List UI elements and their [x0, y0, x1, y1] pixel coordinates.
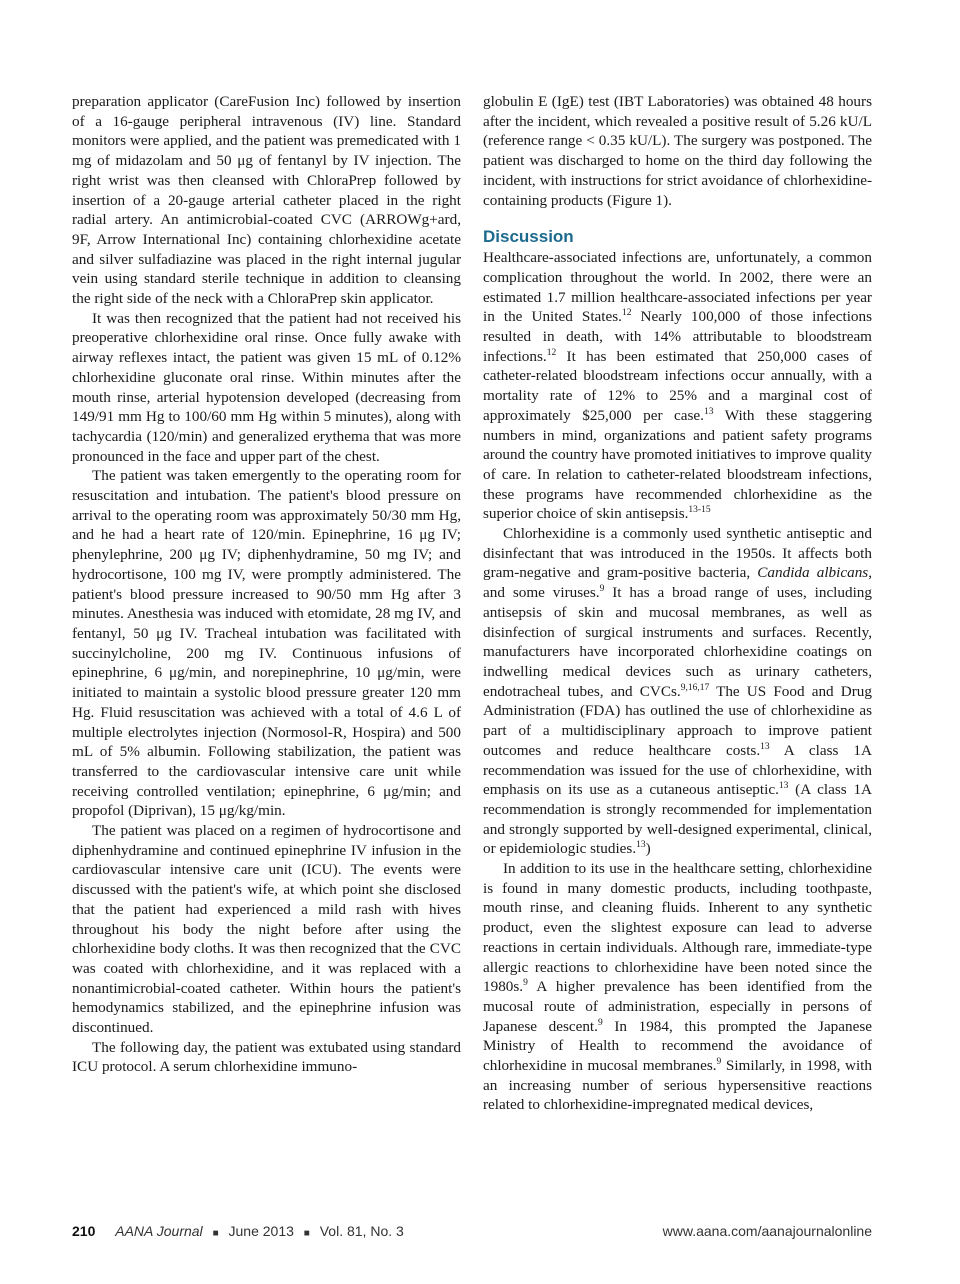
issue-date: June 2013	[228, 1223, 294, 1239]
citation: 13	[636, 840, 646, 851]
paragraph-continued: preparation applicator (CareFusion Inc) followed by insertion of a 16-gauge peripheral intravenous (IV) line. Standard monitors were applied, and the patient was premedicated with 1 mg of midazolam and 50 μg of fentanyl by IV injection. The right wrist was then cleansed with ChloraPrep followed by insertion of a 20-gauge arterial catheter placed in the right radial artery. An antimicrobial-coated CVC (ARROWg+ard, 9F, Arrow International Inc) containing chlorhexidine acetate and silver sulfadiazine was placed in the right internal jugular vein using standard sterile technique in addition to cleansing the right side of the neck with a ChloraPrep skin applicator.	[72, 93, 461, 308]
species-name: Candida albicans	[757, 564, 869, 582]
citation: 9	[599, 584, 605, 595]
journal-url[interactable]: www.aana.com/aanajournalonline	[662, 1223, 872, 1239]
right-column	[483, 92, 872, 1115]
citation: 9	[716, 1057, 722, 1068]
paragraph-ige-test: globulin E (IgE) test (IBT Laboratories) was obtained 48 hours after the incident, which revealed a positive result of 5.26 kU/L (reference range < 0.35 kU/L). The surgery was postponed. The patient was discharged to home on the third day following the incident, with instructions for strict avoidance of chlorhexidine-containing products (Figure 1).	[483, 93, 872, 209]
citation: 13-15	[688, 505, 711, 516]
journal-name: AANA Journal	[115, 1223, 203, 1239]
citation: 13	[760, 741, 770, 752]
page-footer	[72, 1223, 872, 1239]
citation: 13	[703, 406, 714, 417]
separator-square: ■	[212, 1228, 219, 1239]
citation: 9	[523, 978, 528, 989]
citation: 9	[597, 1017, 603, 1028]
page-number: 210	[72, 1223, 96, 1239]
citation: 13	[778, 781, 789, 792]
left-column	[72, 92, 461, 1077]
paragraph-chlorhexidine-uses: Chlorhexidine is a commonly used synthetic antiseptic and disinfectant that was introduced in the 1950s. It affects both gram-negative and gram-positive bacteria, Candida albicans, and some viruses.$^9$ It has a broad range of uses, including antisepsis of skin and mucosal membranes, as well as disinfection of surgical instruments and surfaces. Recently, manufacturers have incorporated chlorhexidine coatings on indwelling medical devices such as urinary catheters, endotracheal tubes, and CVCs.$^{9,16,17}$ The US Food and Drug Administration (FDA) has outlined the use of chlorhexidine as part of a multidisciplinary approach to improve patient outcomes and reduce healthcare costs.$^{13}$ A class 1A recommendation was issued for the use of chlorhexidine, with emphasis on its use as a cutaneous antiseptic.$^{13}$ (A class 1A recommendation is strongly recommended for implementation and strongly supported by well-designed experimental, clinical, or epidemiologic studies.$^{13}$)	[483, 525, 873, 858]
volume-issue: Vol. 81, No. 3	[319, 1223, 404, 1239]
citation: 9,16,17	[680, 682, 710, 693]
paragraph-hai: Healthcare-associated infections are, unfortunately, a common complication throughout the world. In 2002, there were an estimated 1.7 million healthcare-associated infections per year in the United States.$^{12}$ Nearly 100,000 of those infections resulted in death, with 14% attributable to bloodstream infections.$^{12}$ It has been estimated that 250,000 cases of catheter-related bloodstream infections occur annually, with a mortality rate of 12% to 25% and a marginal cost of approximately $25,000 per case.$^{13}$ With these staggering numbers in mind, organizations and patient safety programs around the country have promoted initiatives to improve quality of care. In relation to catheter-related bloodstream infections, these programs have recommended chlorhexidine as the superior choice of skin antisepsis.$^{13-15}$	[483, 249, 873, 523]
paragraph-domestic-products: In addition to its use in the healthcare setting, chlorhexidine is found in many domestic products, including toothpaste, mouth rinse, and cleaning fluids. Inherent to any synthetic product, even the slightest exposure can lead to adverse reactions in certain individuals. Although rare, immediate-type allergic reactions to chlorhexidine have been noted since the 1980s.$^9$ A higher prevalence has been identified from the mucosal route of administration, especially in persons of Japanese descent.$^9$ In 1984, this prompted the Japanese Ministry of Health to recommend the avoidance of chlorhexidine in mucosal membranes.$^9$ Similarly, in 1998, with an increasing number of serious hypersensitive reactions related to chlorhexidine-impregnated medical devices,	[483, 860, 873, 1114]
paragraph-oral-rinse: It was then recognized that the patient had not received his preoperative chlorhexidine oral rinse. Once fully awake with airway reflexes intact, the patient was given 15 mL of 0.12% chlorhexidine gluconate oral rinse. Within minutes after the mouth rinse, arterial hypotension developed (decreasing from 149/91 mm Hg to 100/60 mm Hg within 5 minutes), along with tachycardia (120/min) and generalized erythema that was more pronounced in the face and upper part of the chest.	[72, 309, 461, 465]
citation: 12	[621, 308, 632, 319]
section-heading-discussion: Discussion	[483, 227, 574, 247]
paragraph-icu: The patient was placed on a regimen of hydrocortisone and diphenhydramine and continued epinephrine IV infusion in the cardiovascular intensive care unit (ICU). The events were discussed with the patient's wife, at which point she disclosed that the patient had experienced a mild rash with hives throughout his body the night before after using the chlorhexidine body cloths. It was then recognized that the CVC was coated with chlorhexidine, and it was replaced with a nonantimicrobial-coated catheter. Within hours the patient's hemodynamics stabilized, and the epinephrine infusion was discontinued.	[72, 822, 461, 1037]
paragraph-extubation: The following day, the patient was extubated using standard ICU protocol. A serum chlorhexidine immuno-	[72, 1038, 461, 1076]
citation: 12	[546, 347, 557, 358]
separator-square: ■	[303, 1228, 310, 1239]
paragraph-resuscitation: The patient was taken emergently to the operating room for resuscitation and intubation. The patient's blood pressure on arrival to the operating room was approximately 50/30 mm Hg, and he had a heart rate of 120/min. Epinephrine, 16 μg IV; phenylephrine, 200 μg IV; diphenhydramine, 50 mg IV; and hydrocortisone, 100 mg IV, were promptly administered. The patient's blood pressure increased to 90/50 mm Hg after 3 minutes. Anesthesia was induced with etomidate, 28 mg IV, and fentanyl, 50 μg IV. Tracheal intubation was facilitated with succinylcholine, 200 mg IV. Continuous infusions of epinephrine, 6 μg/min, and norepinephrine, 10 μg/min, were initiated to maintain a systolic blood pressure greater 120 mm Hg. Fluid resuscitation was achieved with a total of 4.6 L of multiple electrolytes injection (Normosol-R, Hospira) and 500 mL of 5% albumin. Following stabilization, the patient was transferred to the cardiovascular intensive care unit while receiving controlled ventilation; epinephrine, 6 μg/min; and propofol (Diprivan), 15 μg/kg/min.	[72, 467, 461, 820]
